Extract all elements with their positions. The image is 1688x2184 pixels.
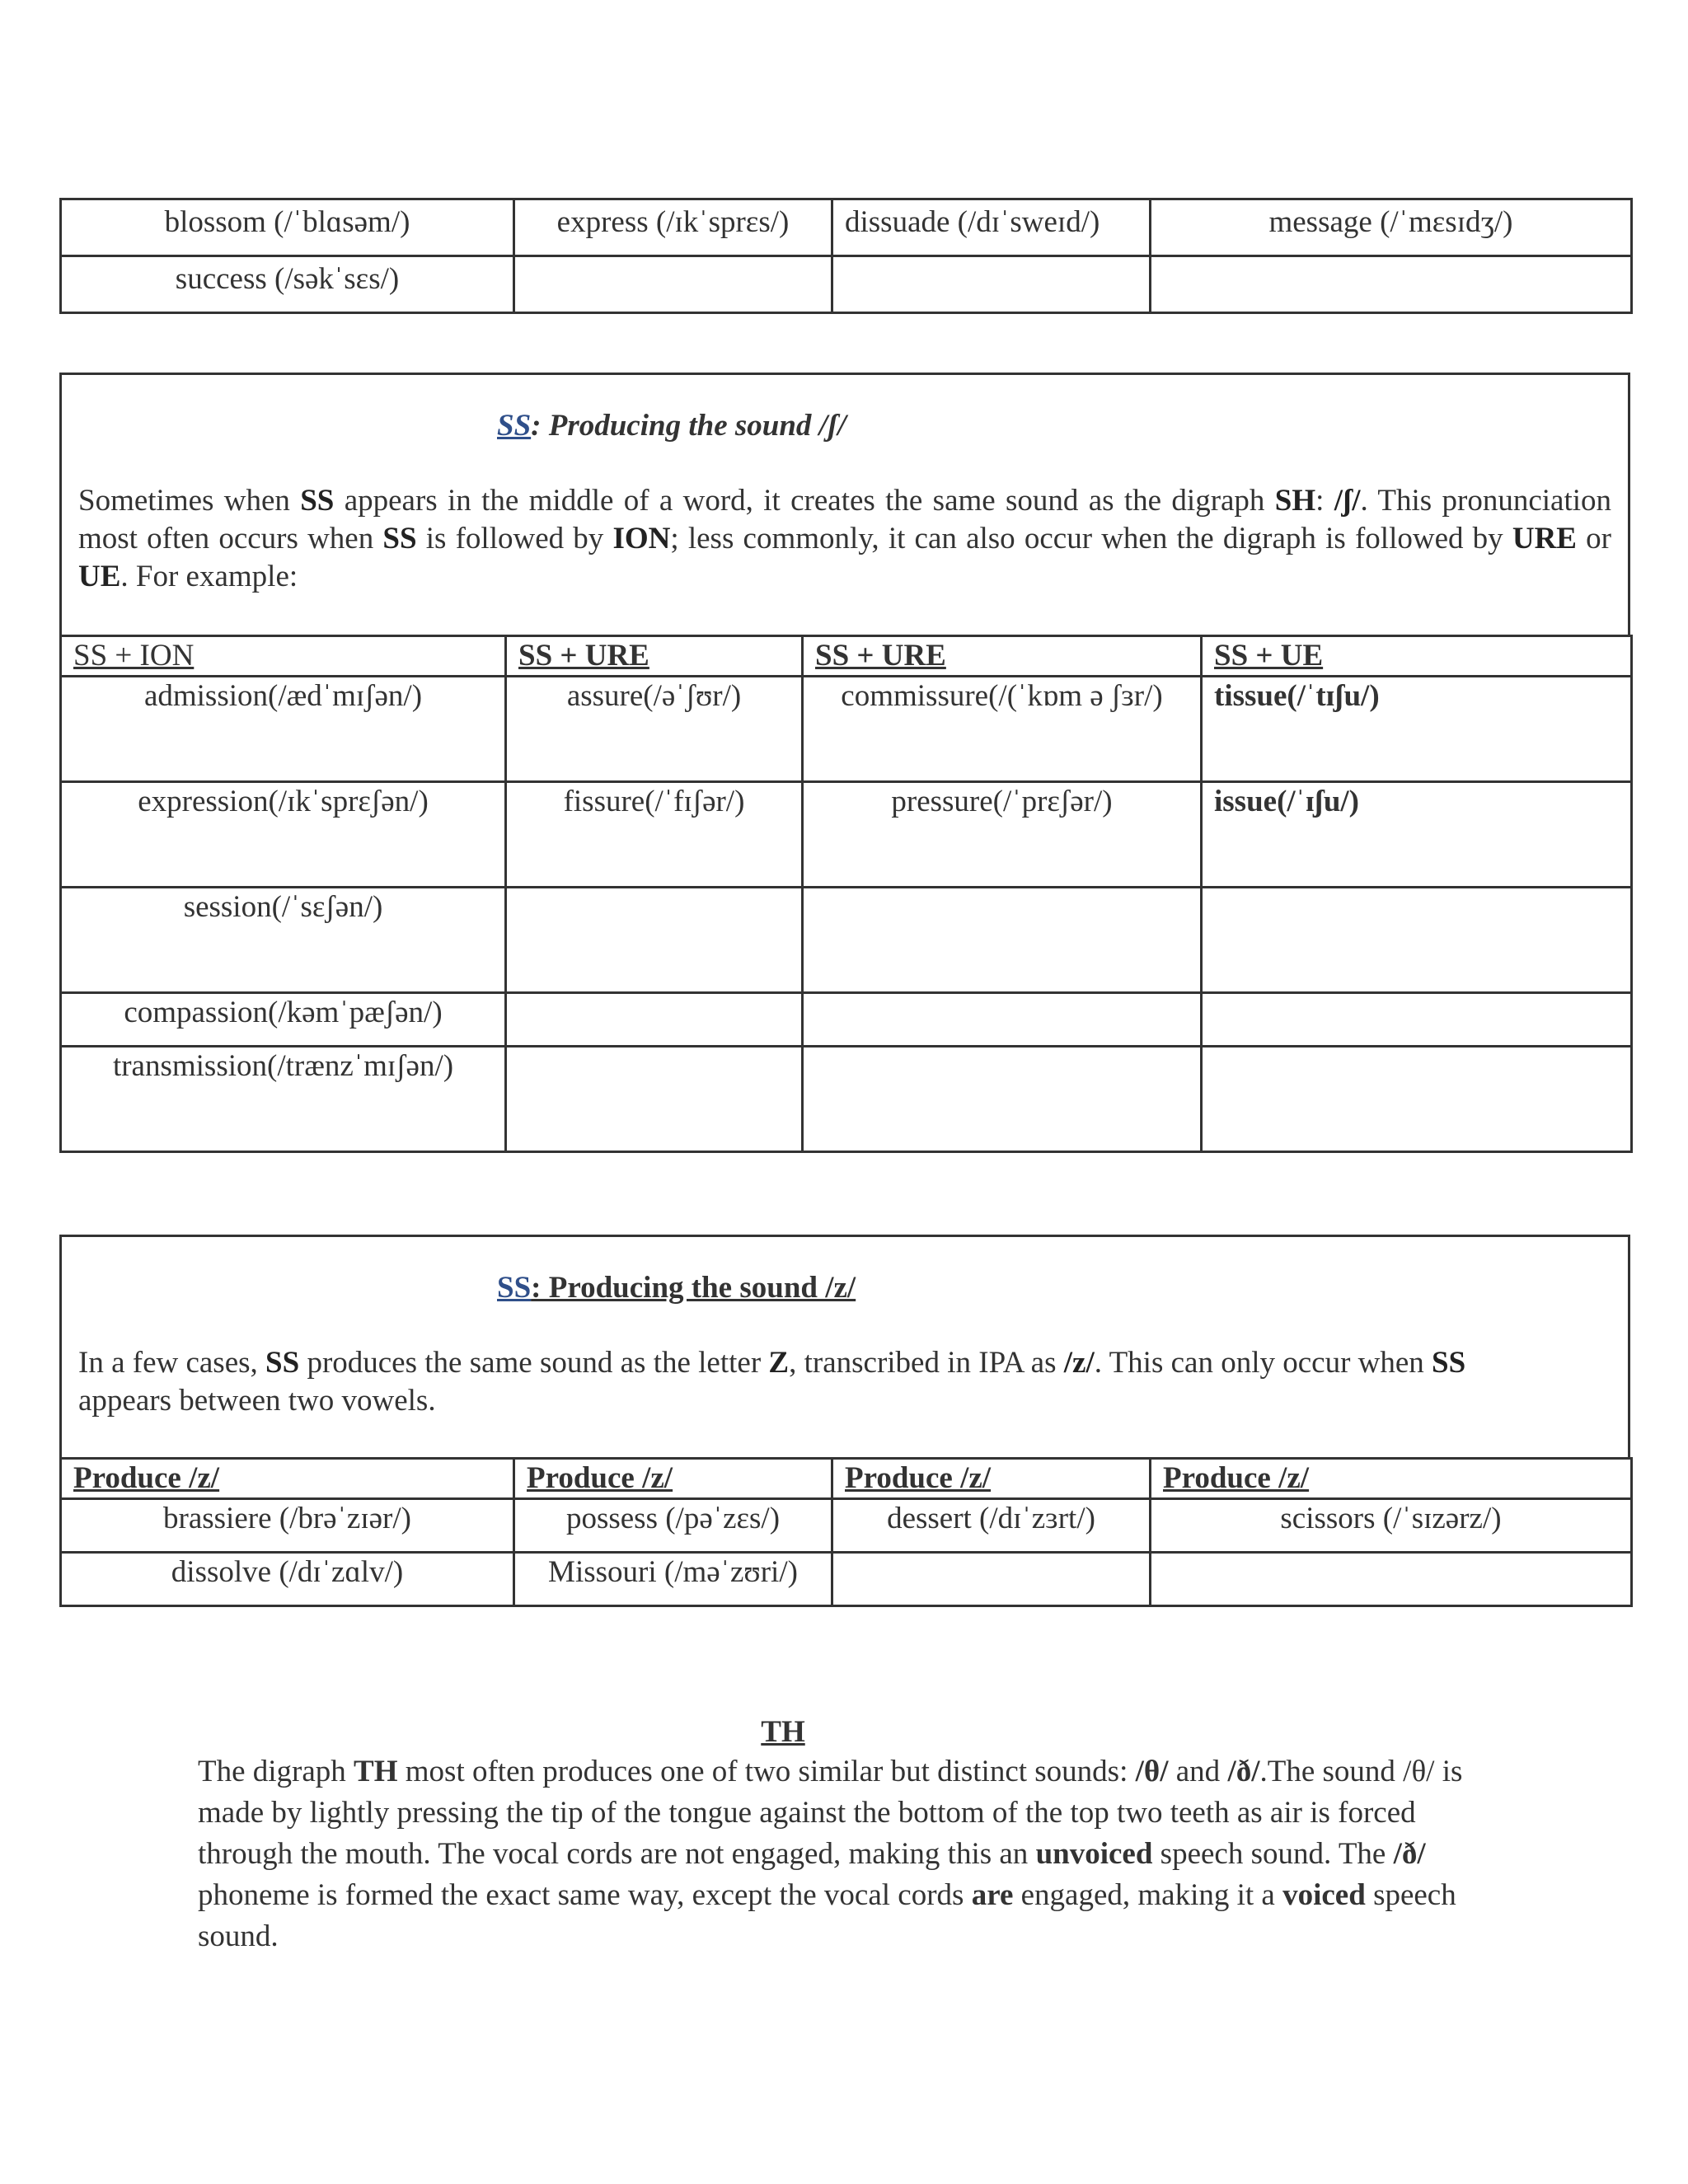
text: phoneme is formed the exact same way, except the vocal cords (198, 1878, 972, 1912)
text: engaged, making it a (1013, 1878, 1283, 1912)
table-row (61, 1499, 1632, 1553)
ss-z-section (59, 1235, 1630, 1459)
bold-text: SS (382, 522, 417, 555)
bold-text: /θ/ (1135, 1755, 1169, 1788)
table-header-row (61, 636, 1632, 677)
bold-text: Z (768, 1346, 790, 1380)
table-cell: dissuade (/dɪˈsweɪd/) (832, 199, 1151, 256)
table-row (61, 256, 1632, 313)
word-table-top (59, 198, 1633, 314)
table-cell: scissors (/ˈsɪzərz/) (1151, 1499, 1632, 1553)
table-cell (514, 256, 832, 313)
table-cell: message (/ˈmɛsɪdʒ/) (1151, 199, 1632, 256)
bold-text: SS (265, 1346, 300, 1380)
table-cell: express (/ɪkˈsprɛs/) (514, 199, 832, 256)
table-cell: blossom (/ˈblɑsəm/) (61, 199, 514, 256)
bold-text: URE (1512, 522, 1577, 555)
table-cell (803, 993, 1202, 1047)
ss-z-table (59, 1457, 1633, 1607)
title-letters: SS (497, 409, 532, 443)
text: speech sound. The (1152, 1837, 1394, 1871)
table-cell (506, 1047, 803, 1152)
table-cell (803, 1047, 1202, 1152)
section-title (497, 1270, 856, 1305)
column-header (506, 636, 803, 677)
text: most often produces one of two similar but distinct sounds: (397, 1755, 1136, 1788)
table-cell (1202, 1047, 1632, 1152)
table-cell: transmission(/trænzˈmɪʃən/) (61, 1047, 506, 1152)
column-header (803, 636, 1202, 677)
header-text: SS + URE (815, 639, 946, 673)
section-title (497, 408, 846, 443)
table-cell (506, 888, 803, 993)
bold-text: /ð/ (1227, 1755, 1260, 1788)
bold-text: /ʃ/ (1334, 484, 1361, 518)
header-text: Produce /z/ (1163, 1461, 1310, 1495)
bold-text: TH (354, 1755, 398, 1788)
column-header (61, 636, 506, 677)
text: . For example: (120, 560, 298, 593)
text: . This pronunciation most often occurs when (78, 484, 1611, 555)
section-paragraph (78, 1344, 1479, 1420)
text: produces the same sound as the letter (299, 1346, 769, 1380)
text: or (1576, 522, 1611, 555)
bold-text: voiced (1282, 1878, 1366, 1912)
table-cell: success (/səkˈsɛs/) (61, 256, 514, 313)
table-cell: dissolve (/dɪˈzɑlv/) (61, 1553, 514, 1606)
table-cell: fissure(/ˈfɪʃər/) (506, 782, 803, 888)
table-cell (1202, 888, 1632, 993)
table-cell (1151, 1553, 1632, 1606)
column-header (1202, 636, 1632, 677)
bold-text: unvoiced (1035, 1837, 1153, 1871)
header-text: SS + UE (1214, 639, 1324, 673)
column-header (1151, 1459, 1632, 1499)
table-row (61, 782, 1632, 888)
table-cell (803, 888, 1202, 993)
table-cell: Missouri (/məˈzʊri/) (514, 1553, 832, 1606)
table-row (61, 1553, 1632, 1606)
table-header-row (61, 1459, 1632, 1499)
table-cell: admission(/ædˈmɪʃən/) (61, 677, 506, 782)
text: speech sound. (198, 1878, 1456, 1953)
table-cell (1202, 993, 1632, 1047)
title-text: : Producing the sound /ʃ/ (531, 409, 846, 443)
text: . This can only occur when (1094, 1346, 1432, 1380)
th-title: TH (761, 1715, 805, 1749)
text: The digraph (198, 1755, 354, 1788)
table-cell (832, 1553, 1151, 1606)
bold-text: UE (78, 560, 121, 593)
table-cell: dessert (/dɪˈzɜrt/) (832, 1499, 1151, 1553)
table-cell (832, 256, 1151, 313)
text: and (1168, 1755, 1228, 1788)
text: In a few cases, (78, 1346, 266, 1380)
table-cell: expression(/ɪkˈsprɛʃən/) (61, 782, 506, 888)
bold-text: SS (1432, 1346, 1466, 1380)
table-row (61, 888, 1632, 993)
header-text: Produce /z/ (73, 1461, 220, 1495)
text: appears in the middle of a word, it creates the same sound as the digraph (334, 484, 1275, 518)
bold-text: SH (1274, 484, 1316, 518)
table-row (61, 993, 1632, 1047)
bold-text: /ð/ (1393, 1837, 1426, 1871)
column-header (514, 1459, 832, 1499)
table-cell (1151, 256, 1632, 313)
column-header (832, 1459, 1151, 1499)
table-cell: tissue(/ˈtɪʃu/) (1202, 677, 1632, 782)
table-cell (506, 993, 803, 1047)
table-cell: session(/ˈsɛʃən/) (61, 888, 506, 993)
table-cell: pressure(/ˈprɛʃər/) (803, 782, 1202, 888)
table-row (61, 1047, 1632, 1152)
column-header (61, 1459, 514, 1499)
title-letters: SS (497, 1271, 532, 1305)
ss-sh-section (59, 373, 1630, 636)
th-paragraph (198, 1751, 1484, 1957)
bold-text: /z/ (1063, 1346, 1095, 1380)
table-row (61, 677, 1632, 782)
header-text: SS + ION (73, 639, 195, 673)
header-text: Produce /z/ (845, 1461, 992, 1495)
text: appears between two vowels. (78, 1384, 436, 1418)
ss-sh-table (59, 635, 1633, 1153)
text: : (1315, 484, 1334, 518)
title-text: : Producing the sound /z/ (531, 1271, 856, 1305)
text: .The sound /θ/ is made by lightly pressing the tip of the tongue against the bottom of the top two teeth as air is forced through the mouth. The vocal cords are not engaged, making this an (198, 1755, 1463, 1871)
table-cell: possess (/pəˈzɛs/) (514, 1499, 832, 1553)
table-cell: assure(/əˈʃʊr/) (506, 677, 803, 782)
header-text: SS + URE (518, 639, 649, 673)
table-cell: brassiere (/brəˈzɪər/) (61, 1499, 514, 1553)
text: ; less commonly, it can also occur when the digraph is followed by (670, 522, 1512, 555)
table-row (61, 199, 1632, 256)
header-text: Produce /z/ (527, 1461, 673, 1495)
text: is followed by (416, 522, 613, 555)
table-cell: commissure(/(ˈkɒm ə ʃɜr/) (803, 677, 1202, 782)
text: Sometimes when (78, 484, 301, 518)
table-cell: compassion(/kəmˈpæʃən/) (61, 993, 506, 1047)
bold-text: ION (612, 522, 671, 555)
table-cell: issue(/ˈɪʃu/) (1202, 782, 1632, 888)
bold-text: SS (300, 484, 335, 518)
bold-text: are (971, 1878, 1014, 1912)
text: , transcribed in IPA as (789, 1346, 1064, 1380)
section-paragraph (78, 482, 1611, 596)
